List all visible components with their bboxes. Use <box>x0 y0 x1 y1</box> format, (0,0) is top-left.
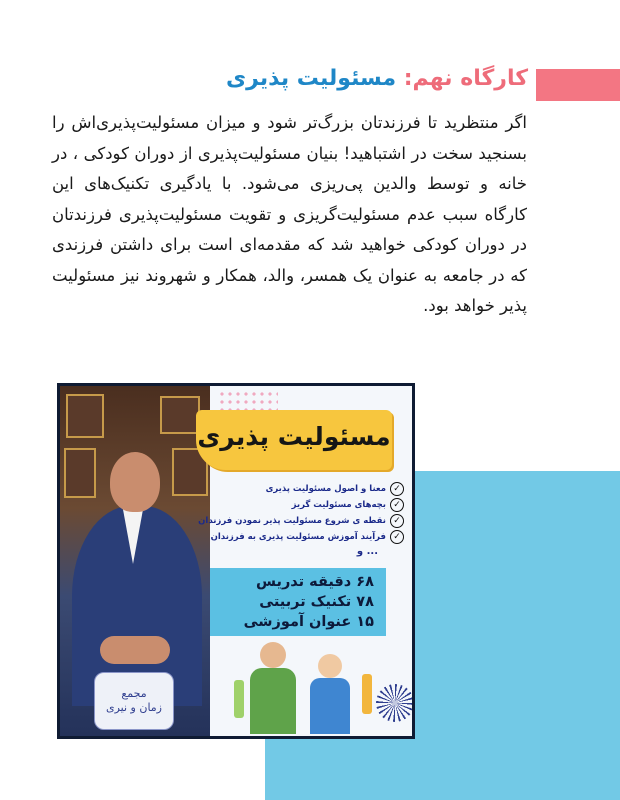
stat-teaching-minutes: ۶۸ دقیقه تدریس <box>256 574 374 590</box>
stat-techniques: ۷۸ تکنیک تربیتی <box>259 594 374 610</box>
brand-logo <box>94 672 174 730</box>
more-topics: و ... <box>356 546 378 557</box>
check-icon: ✓ <box>390 498 404 512</box>
topic-label: فرآیند آموزش مسئولیت پذیری به فرزندان <box>210 532 386 542</box>
list-item <box>204 481 404 497</box>
cleaning-bottle-icon <box>362 674 372 714</box>
instructor-hands <box>100 636 170 664</box>
children-illustration <box>210 640 415 738</box>
promo-banner <box>196 410 392 470</box>
decorative-dots <box>218 390 278 410</box>
promo-banner-title: مسئولیت پذیری <box>197 422 391 451</box>
spray-bottle-icon <box>234 680 244 718</box>
wall-frame <box>160 396 200 434</box>
title-highlight: مسئولیت پذیری <box>226 66 397 91</box>
wall-frame <box>66 394 104 438</box>
boy-head <box>318 654 342 678</box>
section-title <box>226 66 528 91</box>
body-paragraph: اگر منتظرید تا فرزندتان بزرگ‌تر شود و میزان مسئولیت‌پذیری‌اش را بسنجید سخت در اشتباهید! بنیان مسئولیت‌پذیری از دوران کودکی ، در خانه و توسط والدین پی‌ریزی می‌شود. با یادگیری تکنیک‌های این کارگاه سبب عدم مسئولیت‌گریزی و تقویت مسئولیت‌پذیری فرزندتان در دوران کودکی خواهید شد که مقدمه‌ای است برای داشتن فرزندی که در جامعه به عنوان یک همسر، والد، همکار و شهروند نیز مسئولیت پذیر خواهد بود. <box>52 113 527 315</box>
topic-checklist <box>198 481 404 545</box>
instructor-photo <box>60 386 210 736</box>
stat-lessons: ۱۵ عنوان آموزشی <box>243 614 374 630</box>
girl-head <box>260 642 286 668</box>
list-item <box>204 529 404 545</box>
logo-line-2: زمان و نیری <box>106 701 162 714</box>
list-item <box>198 513 404 529</box>
instructor-head <box>110 452 160 512</box>
check-icon: ✓ <box>390 530 404 544</box>
title-prefix: کارگاه نهم: <box>396 66 528 91</box>
starburst-icon <box>376 684 414 722</box>
promo-image <box>57 383 415 739</box>
boy-body <box>310 678 350 734</box>
stats-box <box>210 568 386 636</box>
title-accent-bar <box>536 69 620 101</box>
check-icon: ✓ <box>390 514 404 528</box>
wall-frame <box>64 448 96 498</box>
topic-label: معنا و اصول مسئولیت پذیری <box>265 484 386 494</box>
topic-label: بچه‌های مسئولیت گریز <box>291 500 386 510</box>
logo-line-1: مجمع <box>121 687 147 700</box>
check-icon: ✓ <box>390 482 404 496</box>
girl-body <box>250 668 296 734</box>
topic-label: نقطه ی شروع مسئولیت پذیر نمودن فرزندان <box>198 516 386 526</box>
list-item <box>204 497 404 513</box>
